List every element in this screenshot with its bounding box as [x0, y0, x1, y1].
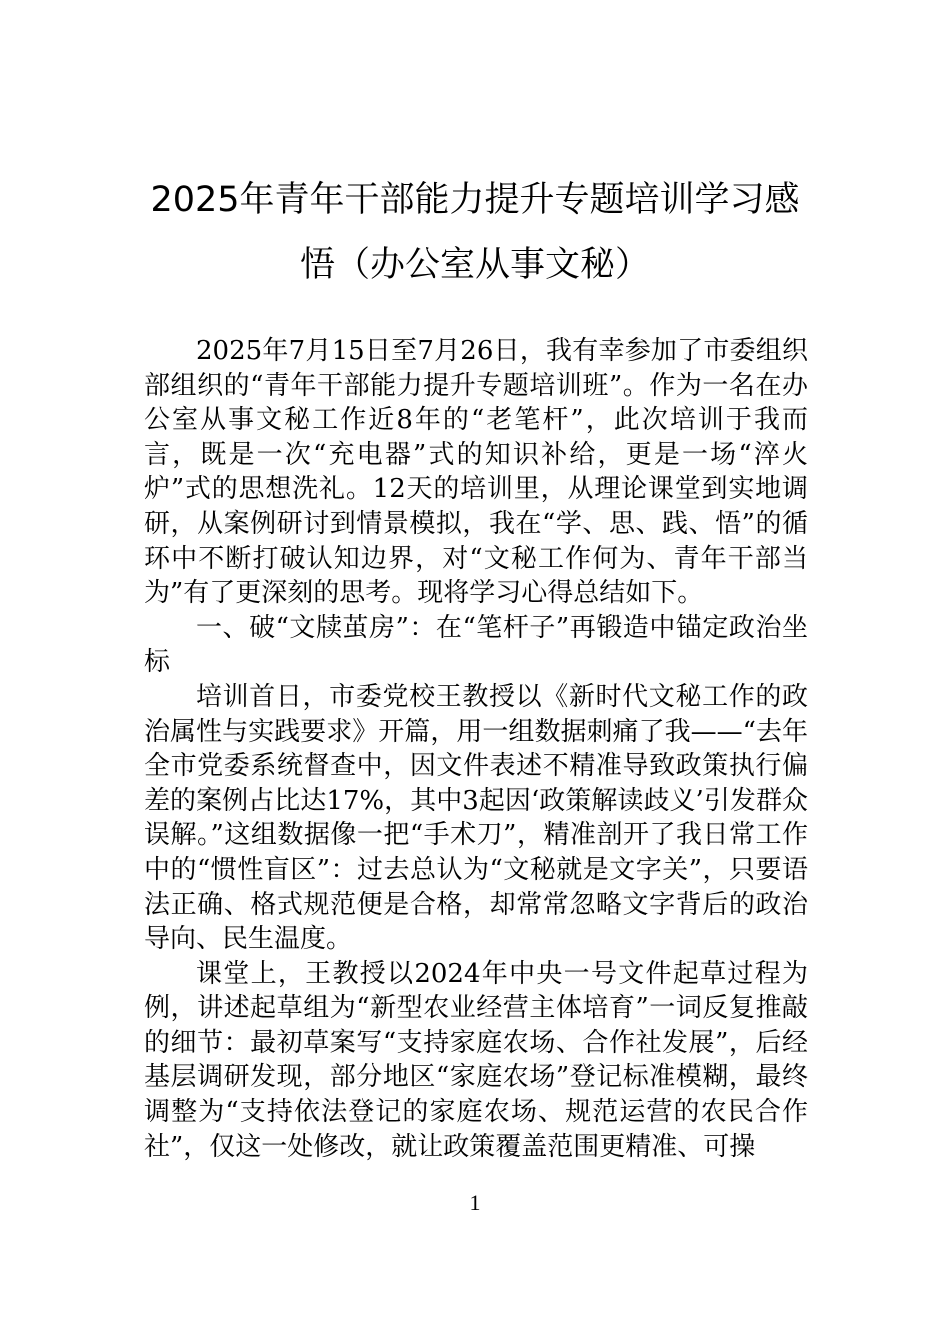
title-line-1: 2025年青年干部能力提升专题培训学习感	[150, 180, 800, 220]
page-number: 1	[469, 1190, 481, 1215]
paragraph-classroom-example: 课堂上，王教授以2024年中央一号文件起草过程为例，讲述起草组为“新型农业经营主体培育”一词反复推敲的细节：最初草案写“支持家庭农场、合作社发展”，后经基层调研发现，部分地区“家庭农场”登记标准模糊，最终调整为“支持依法登记的家庭农场、规范运营的农民合作社”，仅这一处修改，就让政策覆盖范围更精准、可操	[144, 958, 808, 1162]
paragraph-intro: 2025年7月15日至7月26日，我有幸参加了市委组织部组织的“青年干部能力提升专题培训班”。作为一名在办公室从事文秘工作近8年的“老笔杆”，此次培训于我而言，既是一次“充电器”式的知识补给，更是一场“淬火炉”式的思想洗礼。12天的培训里，从理论课堂到实地调研，从案例研讨到情景模拟，我在“学、思、践、悟”的循环中不断打破认知边界，对“文秘工作何为、青年干部当为”有了更深刻的思考。现将学习心得总结如下。	[144, 336, 808, 609]
paragraph-training-day-one: 培训首日，市委党校王教授以《新时代文秘工作的政治属性与实践要求》开篇，用一组数据刺痛了我——“去年全市党委系统督查中，因文件表述不精准导致政策执行偏差的案例占比达17%，其中3起因‘政策解读歧义’引发群众误解。”这组数据像一把“手术刀”，精准剖开了我日常工作中的“惯性盲区”：过去总认为“文秘就是文字关”，只要语法正确、格式规范便是合格，却常常忽略文字背后的政治导向、民生温度。	[144, 681, 808, 955]
section-heading-1: 一、破“文牍茧房”：在“笔杆子”再锻造中锚定政治坐标	[144, 612, 808, 678]
document-title	[120, 168, 830, 298]
document-body	[144, 334, 808, 1164]
title-line-2: 悟（办公室从事文秘）	[299, 245, 650, 285]
